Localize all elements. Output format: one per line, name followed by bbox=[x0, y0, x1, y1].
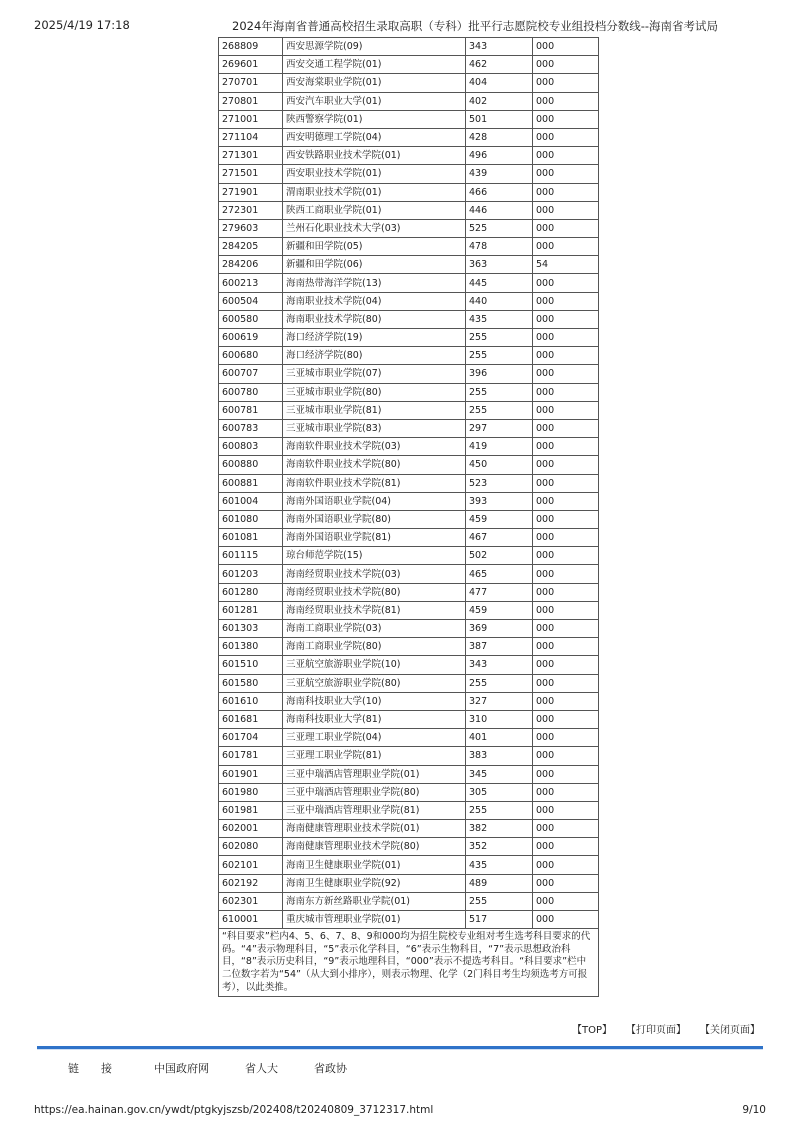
college-group-cell: 西安交通工程学院(01) bbox=[283, 56, 466, 74]
note-row bbox=[219, 929, 599, 997]
score-cell: 255 bbox=[466, 892, 533, 910]
college-group-cell: 海南软件职业技术学院(80) bbox=[283, 456, 466, 474]
group-code-cell: 269601 bbox=[219, 56, 283, 74]
group-code-cell: 602101 bbox=[219, 856, 283, 874]
group-code-cell: 601081 bbox=[219, 529, 283, 547]
table-row bbox=[219, 492, 599, 510]
group-code-cell: 600580 bbox=[219, 310, 283, 328]
subject-req-cell: 000 bbox=[533, 147, 599, 165]
subject-req-cell: 000 bbox=[533, 56, 599, 74]
college-group-cell: 海口经济学院(19) bbox=[283, 329, 466, 347]
score-cell: 523 bbox=[466, 474, 533, 492]
subject-req-cell: 000 bbox=[533, 219, 599, 237]
table-row bbox=[219, 383, 599, 401]
subject-req-cell: 000 bbox=[533, 838, 599, 856]
college-group-cell: 海南热带海洋学院(13) bbox=[283, 274, 466, 292]
group-code-cell: 601510 bbox=[219, 656, 283, 674]
table-row bbox=[219, 401, 599, 419]
group-code-cell: 601203 bbox=[219, 565, 283, 583]
table-row bbox=[219, 56, 599, 74]
subject-req-cell: 000 bbox=[533, 238, 599, 256]
group-code-cell: 284206 bbox=[219, 256, 283, 274]
college-group-cell: 渭南职业技术学院(01) bbox=[283, 183, 466, 201]
score-cell: 435 bbox=[466, 856, 533, 874]
subject-req-cell: 000 bbox=[533, 856, 599, 874]
college-group-cell: 海南经贸职业技术学院(80) bbox=[283, 583, 466, 601]
college-group-cell: 海南职业技术学院(80) bbox=[283, 310, 466, 328]
table-row bbox=[219, 419, 599, 437]
subject-req-cell: 000 bbox=[533, 128, 599, 146]
score-cell: 465 bbox=[466, 565, 533, 583]
table-row bbox=[219, 292, 599, 310]
subject-req-cell: 000 bbox=[533, 365, 599, 383]
score-cell: 255 bbox=[466, 329, 533, 347]
group-code-cell: 271104 bbox=[219, 128, 283, 146]
table-row bbox=[219, 147, 599, 165]
score-table bbox=[218, 37, 599, 997]
score-cell: 327 bbox=[466, 692, 533, 710]
subject-code-note: “科目要求”栏内4、5、6、7、8、9和000均为招生院校专业组对考生选考科目要求的代码。“4”表示物理科目，“5”表示化学科目，“6”表示生物科目，“7”表示思想政治科目，“8”表示历史科目，“9”表示地理科目，“000”表示不提选考科目。“科目要求”栏中二位数字若为“54”（从大到小排序），则表示物理、化学（2门科目考生均须选考方可报考），以此类推。 bbox=[219, 929, 599, 997]
college-group-cell: 三亚理工职业学院(04) bbox=[283, 729, 466, 747]
subject-req-cell: 000 bbox=[533, 183, 599, 201]
subject-req-cell: 000 bbox=[533, 529, 599, 547]
group-code-cell: 602080 bbox=[219, 838, 283, 856]
score-cell: 440 bbox=[466, 292, 533, 310]
group-code-cell: 602192 bbox=[219, 874, 283, 892]
group-code-cell: 271501 bbox=[219, 165, 283, 183]
college-group-cell: 新疆和田学院(05) bbox=[283, 238, 466, 256]
subject-req-cell: 000 bbox=[533, 638, 599, 656]
college-group-cell: 海南科技职业大学(10) bbox=[283, 692, 466, 710]
score-cell: 489 bbox=[466, 874, 533, 892]
table-row bbox=[219, 510, 599, 528]
group-code-cell: 610001 bbox=[219, 911, 283, 929]
score-cell: 496 bbox=[466, 147, 533, 165]
subject-req-cell: 000 bbox=[533, 601, 599, 619]
score-cell: 466 bbox=[466, 183, 533, 201]
college-group-cell: 三亚中瑞酒店管理职业学院(80) bbox=[283, 783, 466, 801]
subject-req-cell: 000 bbox=[533, 783, 599, 801]
subject-req-cell: 000 bbox=[533, 201, 599, 219]
table-row bbox=[219, 201, 599, 219]
score-cell: 517 bbox=[466, 911, 533, 929]
print-page-link[interactable]: 【打印页面】 bbox=[626, 1025, 686, 1036]
table-row bbox=[219, 747, 599, 765]
table-row bbox=[219, 92, 599, 110]
score-cell: 439 bbox=[466, 165, 533, 183]
college-group-cell: 海南卫生健康职业学院(01) bbox=[283, 856, 466, 874]
subject-req-cell: 000 bbox=[533, 438, 599, 456]
table-row bbox=[219, 874, 599, 892]
table-row bbox=[219, 601, 599, 619]
close-page-link[interactable]: 【关闭页面】 bbox=[700, 1025, 760, 1036]
table-row bbox=[219, 547, 599, 565]
score-cell: 352 bbox=[466, 838, 533, 856]
page-number: 9/10 bbox=[742, 1104, 766, 1116]
table-row bbox=[219, 347, 599, 365]
college-group-cell: 兰州石化职业技术大学(03) bbox=[283, 219, 466, 237]
college-group-cell: 海口经济学院(80) bbox=[283, 347, 466, 365]
group-code-cell: 601781 bbox=[219, 747, 283, 765]
college-group-cell: 海南软件职业技术学院(03) bbox=[283, 438, 466, 456]
subject-req-cell: 000 bbox=[533, 492, 599, 510]
score-cell: 446 bbox=[466, 201, 533, 219]
score-cell: 255 bbox=[466, 347, 533, 365]
group-code-cell: 600880 bbox=[219, 456, 283, 474]
college-group-cell: 三亚城市职业学院(07) bbox=[283, 365, 466, 383]
subject-req-cell: 54 bbox=[533, 256, 599, 274]
college-group-cell: 新疆和田学院(06) bbox=[283, 256, 466, 274]
score-cell: 404 bbox=[466, 74, 533, 92]
subject-req-cell: 000 bbox=[533, 620, 599, 638]
score-cell: 396 bbox=[466, 365, 533, 383]
score-cell: 459 bbox=[466, 601, 533, 619]
table-row bbox=[219, 583, 599, 601]
subject-req-cell: 000 bbox=[533, 747, 599, 765]
group-code-cell: 600780 bbox=[219, 383, 283, 401]
table-row bbox=[219, 529, 599, 547]
group-code-cell: 601380 bbox=[219, 638, 283, 656]
subject-req-cell: 000 bbox=[533, 911, 599, 929]
group-code-cell: 272301 bbox=[219, 201, 283, 219]
table-row bbox=[219, 911, 599, 929]
college-group-cell: 海南经贸职业技术学院(81) bbox=[283, 601, 466, 619]
score-cell: 305 bbox=[466, 783, 533, 801]
table-row bbox=[219, 820, 599, 838]
score-cell: 450 bbox=[466, 456, 533, 474]
subject-req-cell: 000 bbox=[533, 801, 599, 819]
college-group-cell: 三亚城市职业学院(83) bbox=[283, 419, 466, 437]
table-row bbox=[219, 310, 599, 328]
score-cell: 467 bbox=[466, 529, 533, 547]
footer-divider-shadow bbox=[37, 1049, 763, 1050]
score-table-body bbox=[219, 38, 599, 997]
group-code-cell: 600619 bbox=[219, 329, 283, 347]
table-row bbox=[219, 110, 599, 128]
subject-req-cell: 000 bbox=[533, 401, 599, 419]
college-group-cell: 三亚航空旅游职业学院(80) bbox=[283, 674, 466, 692]
table-row bbox=[219, 692, 599, 710]
college-group-cell: 琼台师范学院(15) bbox=[283, 547, 466, 565]
table-row bbox=[219, 438, 599, 456]
subject-req-cell: 000 bbox=[533, 456, 599, 474]
page-title: 2024年海南省普通高校招生录取高职（专科）批平行志愿院校专业组投档分数线--海南省考试局 bbox=[232, 19, 719, 33]
score-cell: 345 bbox=[466, 765, 533, 783]
group-code-cell: 600504 bbox=[219, 292, 283, 310]
table-row bbox=[219, 329, 599, 347]
group-code-cell: 601004 bbox=[219, 492, 283, 510]
score-cell: 369 bbox=[466, 620, 533, 638]
score-cell: 383 bbox=[466, 747, 533, 765]
college-group-cell: 海南东方新丝路职业学院(01) bbox=[283, 892, 466, 910]
score-cell: 255 bbox=[466, 383, 533, 401]
table-row bbox=[219, 892, 599, 910]
subject-req-cell: 000 bbox=[533, 729, 599, 747]
group-code-cell: 284205 bbox=[219, 238, 283, 256]
score-cell: 343 bbox=[466, 38, 533, 56]
score-cell: 419 bbox=[466, 438, 533, 456]
subject-req-cell: 000 bbox=[533, 710, 599, 728]
subject-req-cell: 000 bbox=[533, 419, 599, 437]
subject-req-cell: 000 bbox=[533, 874, 599, 892]
college-group-cell: 海南职业技术学院(04) bbox=[283, 292, 466, 310]
college-group-cell: 西安铁路职业技术学院(01) bbox=[283, 147, 466, 165]
group-code-cell: 601980 bbox=[219, 783, 283, 801]
group-code-cell: 601681 bbox=[219, 710, 283, 728]
group-code-cell: 601115 bbox=[219, 547, 283, 565]
table-row bbox=[219, 456, 599, 474]
score-cell: 255 bbox=[466, 401, 533, 419]
table-row bbox=[219, 620, 599, 638]
table-row bbox=[219, 256, 599, 274]
group-code-cell: 601280 bbox=[219, 583, 283, 601]
score-cell: 401 bbox=[466, 729, 533, 747]
college-group-cell: 海南卫生健康职业学院(92) bbox=[283, 874, 466, 892]
score-cell: 428 bbox=[466, 128, 533, 146]
subject-req-cell: 000 bbox=[533, 583, 599, 601]
link-gov-cn[interactable]: 中国政府网 bbox=[154, 1062, 209, 1075]
table-row bbox=[219, 638, 599, 656]
subject-req-cell: 000 bbox=[533, 165, 599, 183]
subject-req-cell: 000 bbox=[533, 656, 599, 674]
college-group-cell: 海南健康管理职业技术学院(80) bbox=[283, 838, 466, 856]
group-code-cell: 600680 bbox=[219, 347, 283, 365]
score-cell: 435 bbox=[466, 310, 533, 328]
group-code-cell: 601303 bbox=[219, 620, 283, 638]
table-row bbox=[219, 128, 599, 146]
score-cell: 459 bbox=[466, 510, 533, 528]
college-group-cell: 海南软件职业技术学院(81) bbox=[283, 474, 466, 492]
group-code-cell: 271001 bbox=[219, 110, 283, 128]
subject-req-cell: 000 bbox=[533, 92, 599, 110]
link-provincial-cppcc[interactable]: 省政协 bbox=[314, 1062, 347, 1075]
group-code-cell: 602301 bbox=[219, 892, 283, 910]
table-row bbox=[219, 474, 599, 492]
group-code-cell: 600803 bbox=[219, 438, 283, 456]
score-cell: 501 bbox=[466, 110, 533, 128]
score-cell: 255 bbox=[466, 674, 533, 692]
group-code-cell: 271901 bbox=[219, 183, 283, 201]
group-code-cell: 602001 bbox=[219, 820, 283, 838]
college-group-cell: 海南外国语职业学院(04) bbox=[283, 492, 466, 510]
college-group-cell: 西安思源学院(09) bbox=[283, 38, 466, 56]
college-group-cell: 三亚城市职业学院(81) bbox=[283, 401, 466, 419]
college-group-cell: 三亚城市职业学院(80) bbox=[283, 383, 466, 401]
college-group-cell: 海南科技职业大学(81) bbox=[283, 710, 466, 728]
group-code-cell: 601901 bbox=[219, 765, 283, 783]
subject-req-cell: 000 bbox=[533, 892, 599, 910]
group-code-cell: 600781 bbox=[219, 401, 283, 419]
score-cell: 382 bbox=[466, 820, 533, 838]
page-url: https://ea.hainan.gov.cn/ywdt/ptgkyjszsb/202408/t20240809_3712317.html bbox=[34, 1104, 434, 1116]
subject-req-cell: 000 bbox=[533, 765, 599, 783]
college-group-cell: 陕西工商职业学院(01) bbox=[283, 201, 466, 219]
college-group-cell: 三亚中瑞酒店管理职业学院(81) bbox=[283, 801, 466, 819]
college-group-cell: 海南外国语职业学院(80) bbox=[283, 510, 466, 528]
table-row bbox=[219, 729, 599, 747]
college-group-cell: 海南经贸职业技术学院(03) bbox=[283, 565, 466, 583]
table-row bbox=[219, 183, 599, 201]
subject-req-cell: 000 bbox=[533, 274, 599, 292]
score-cell: 402 bbox=[466, 92, 533, 110]
group-code-cell: 600881 bbox=[219, 474, 283, 492]
subject-req-cell: 000 bbox=[533, 692, 599, 710]
subject-req-cell: 000 bbox=[533, 565, 599, 583]
table-row bbox=[219, 765, 599, 783]
college-group-cell: 陕西警察学院(01) bbox=[283, 110, 466, 128]
table-row bbox=[219, 219, 599, 237]
group-code-cell: 600213 bbox=[219, 274, 283, 292]
links-label: 链接 bbox=[68, 1062, 134, 1075]
table-row bbox=[219, 838, 599, 856]
college-group-cell: 海南工商职业学院(80) bbox=[283, 638, 466, 656]
score-cell: 297 bbox=[466, 419, 533, 437]
table-row bbox=[219, 856, 599, 874]
college-group-cell: 西安汽车职业大学(01) bbox=[283, 92, 466, 110]
college-group-cell: 西安海棠职业学院(01) bbox=[283, 74, 466, 92]
link-provincial-congress[interactable]: 省人大 bbox=[245, 1062, 278, 1075]
score-cell: 525 bbox=[466, 219, 533, 237]
subject-req-cell: 000 bbox=[533, 110, 599, 128]
group-code-cell: 601580 bbox=[219, 674, 283, 692]
table-row bbox=[219, 274, 599, 292]
college-group-cell: 西安职业技术学院(01) bbox=[283, 165, 466, 183]
table-row bbox=[219, 783, 599, 801]
college-group-cell: 海南工商职业学院(03) bbox=[283, 620, 466, 638]
table-row bbox=[219, 365, 599, 383]
college-group-cell: 三亚中瑞酒店管理职业学院(01) bbox=[283, 765, 466, 783]
footer-links bbox=[68, 1060, 383, 1076]
print-date: 2025/4/19 17:18 bbox=[34, 18, 130, 32]
college-group-cell: 重庆城市管理职业学院(01) bbox=[283, 911, 466, 929]
group-code-cell: 601704 bbox=[219, 729, 283, 747]
table-row bbox=[219, 801, 599, 819]
subject-req-cell: 000 bbox=[533, 474, 599, 492]
group-code-cell: 601281 bbox=[219, 601, 283, 619]
subject-req-cell: 000 bbox=[533, 674, 599, 692]
subject-req-cell: 000 bbox=[533, 820, 599, 838]
score-cell: 255 bbox=[466, 801, 533, 819]
group-code-cell: 600783 bbox=[219, 419, 283, 437]
college-group-cell: 海南健康管理职业技术学院(01) bbox=[283, 820, 466, 838]
table-row bbox=[219, 165, 599, 183]
college-group-cell: 海南外国语职业学院(81) bbox=[283, 529, 466, 547]
subject-req-cell: 000 bbox=[533, 383, 599, 401]
group-code-cell: 270801 bbox=[219, 92, 283, 110]
group-code-cell: 271301 bbox=[219, 147, 283, 165]
table-row bbox=[219, 74, 599, 92]
subject-req-cell: 000 bbox=[533, 74, 599, 92]
subject-req-cell: 000 bbox=[533, 547, 599, 565]
score-cell: 502 bbox=[466, 547, 533, 565]
group-code-cell: 600707 bbox=[219, 365, 283, 383]
subject-req-cell: 000 bbox=[533, 329, 599, 347]
group-code-cell: 601610 bbox=[219, 692, 283, 710]
subject-req-cell: 000 bbox=[533, 347, 599, 365]
page-actions bbox=[572, 1021, 760, 1036]
subject-req-cell: 000 bbox=[533, 510, 599, 528]
table-row bbox=[219, 674, 599, 692]
score-cell: 477 bbox=[466, 583, 533, 601]
group-code-cell: 270701 bbox=[219, 74, 283, 92]
score-cell: 393 bbox=[466, 492, 533, 510]
subject-req-cell: 000 bbox=[533, 38, 599, 56]
table-row bbox=[219, 238, 599, 256]
score-cell: 478 bbox=[466, 238, 533, 256]
score-cell: 310 bbox=[466, 710, 533, 728]
score-cell: 445 bbox=[466, 274, 533, 292]
group-code-cell: 601080 bbox=[219, 510, 283, 528]
score-cell: 363 bbox=[466, 256, 533, 274]
table-row bbox=[219, 656, 599, 674]
score-cell: 387 bbox=[466, 638, 533, 656]
top-link[interactable]: 【TOP】 bbox=[571, 1025, 612, 1036]
score-cell: 343 bbox=[466, 656, 533, 674]
group-code-cell: 279603 bbox=[219, 219, 283, 237]
table-row bbox=[219, 38, 599, 56]
table-row bbox=[219, 565, 599, 583]
subject-req-cell: 000 bbox=[533, 310, 599, 328]
college-group-cell: 西安明德理工学院(04) bbox=[283, 128, 466, 146]
group-code-cell: 268809 bbox=[219, 38, 283, 56]
college-group-cell: 三亚航空旅游职业学院(10) bbox=[283, 656, 466, 674]
score-cell: 462 bbox=[466, 56, 533, 74]
subject-req-cell: 000 bbox=[533, 292, 599, 310]
college-group-cell: 三亚理工职业学院(81) bbox=[283, 747, 466, 765]
table-row bbox=[219, 710, 599, 728]
group-code-cell: 601981 bbox=[219, 801, 283, 819]
